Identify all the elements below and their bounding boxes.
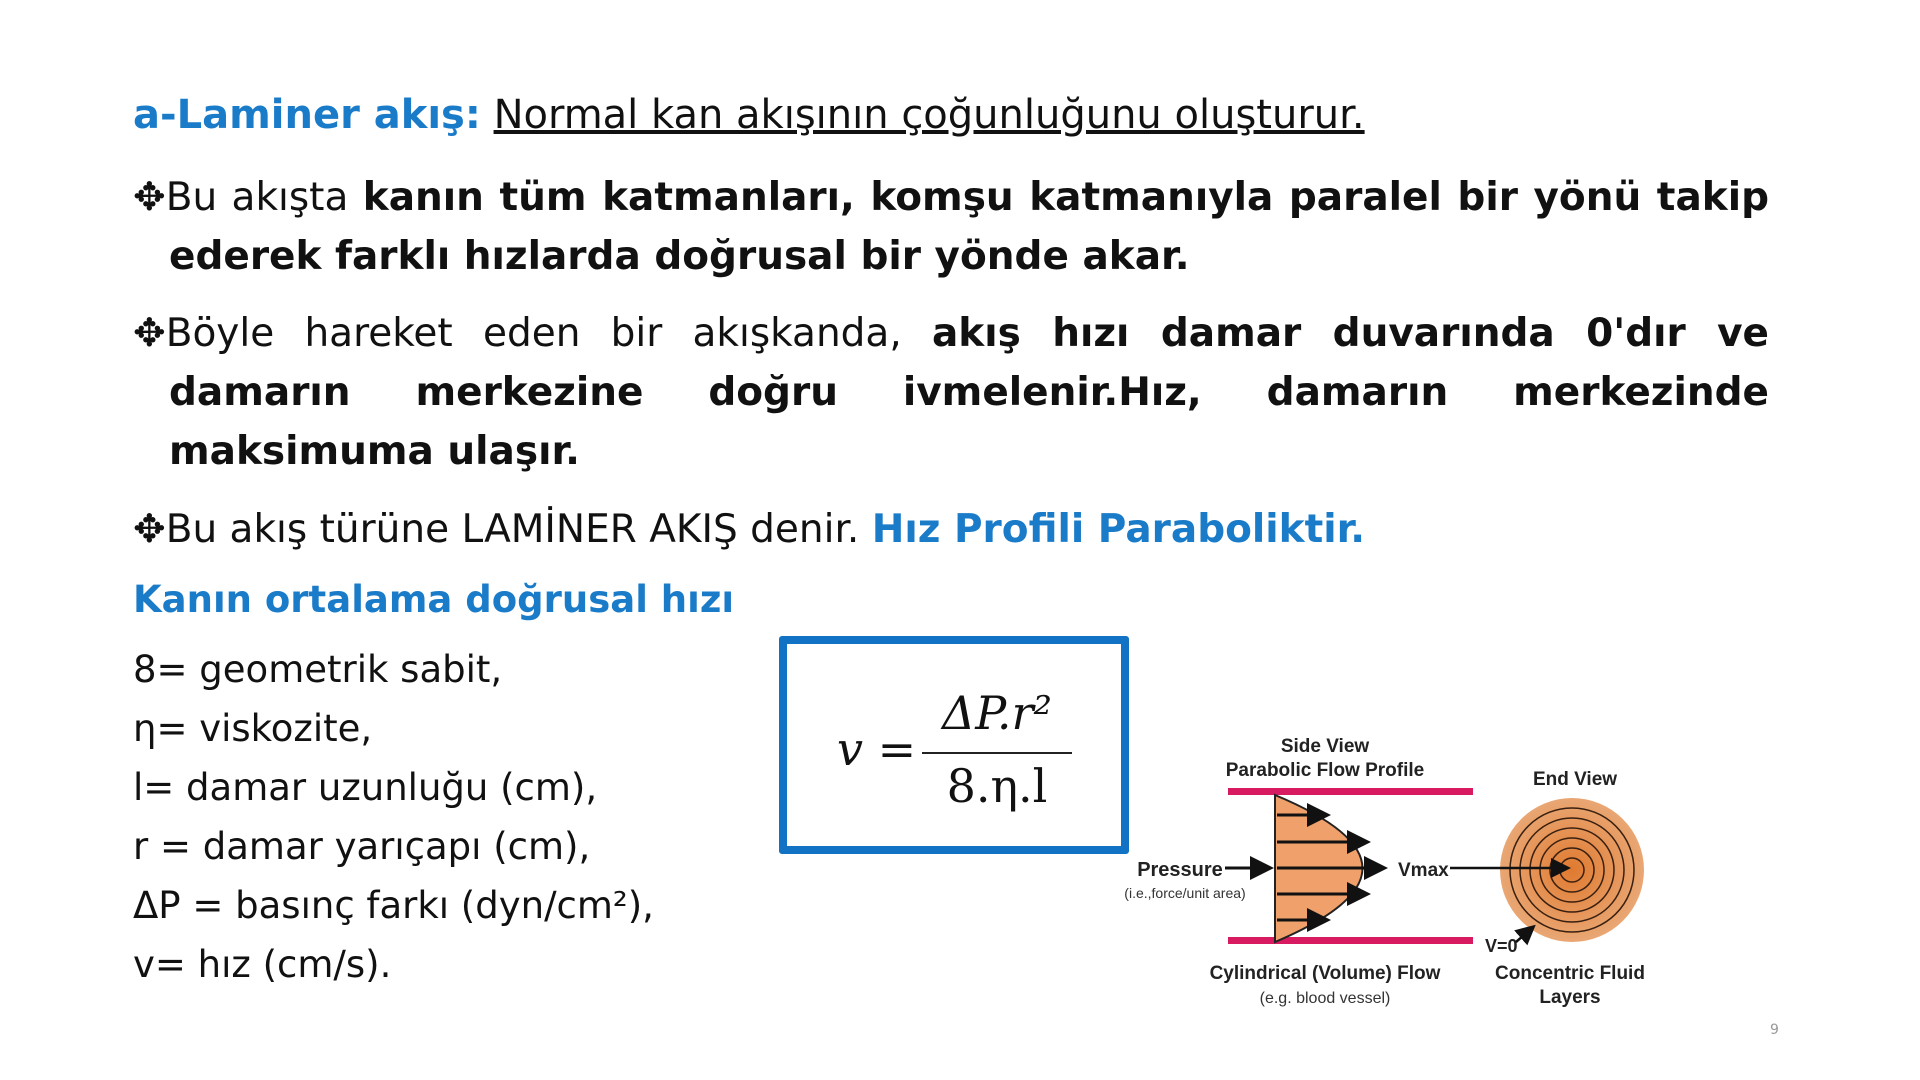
pressure-note: (i.e.,force/unit area)	[1124, 885, 1246, 901]
definition: v= hız (cm/s).	[133, 943, 392, 986]
bullet-blue-text: Hız Profili Paraboliktir.	[871, 507, 1366, 552]
diamond-bullet-icon: ✥	[133, 311, 166, 356]
bullet-text: Böyle hareket eden bir akışkanda,	[165, 311, 932, 356]
bullet-2	[133, 304, 1769, 481]
cylindrical-flow-note: (e.g. blood vessel)	[1259, 990, 1391, 1007]
diamond-bullet-icon: ✥	[133, 175, 166, 220]
v0-label: V=0	[1485, 936, 1518, 956]
concentric-label-2: Layers	[1539, 987, 1601, 1008]
bullet-1	[133, 168, 1769, 286]
page-number: 9	[1770, 1022, 1779, 1038]
title-rest: Normal kan akışının çoğunluğunu oluşturur.	[493, 92, 1365, 138]
cylindrical-flow-label: Cylindrical (Volume) Flow	[1209, 963, 1441, 984]
bullet-3	[133, 500, 1769, 559]
diamond-bullet-icon: ✥	[133, 507, 166, 552]
fraction-bar	[922, 752, 1072, 754]
side-view-label: Side View	[1280, 736, 1370, 757]
end-view-circle	[1500, 798, 1644, 942]
vessel-wall-bottom	[1228, 937, 1473, 944]
bullet-text: Bu akış türüne LAMİNER AKIŞ denir.	[165, 507, 872, 552]
bullet-text: Bu akışta	[165, 175, 363, 220]
vessel-wall-top	[1228, 788, 1473, 795]
definitions-list	[133, 640, 654, 994]
concentric-label-1: Concentric Fluid	[1495, 963, 1645, 984]
v0-arrow	[1516, 928, 1532, 942]
bullet-bold-text: akış hızı damar duvarında 0'dır ve damarın merkezine doğru ivmelenir.Hız, damarın merkezinde maksimuma ulaşır.	[169, 311, 1770, 474]
definition: r = damar yarıçapı (cm),	[133, 825, 591, 868]
laminar-flow-diagram	[1120, 720, 1920, 1040]
bullet-bold-text: kanın tüm katmanları, komşu katmanıyla paralel bir yönü takip ederek farklı hızlarda doğrusal bir yönde akar.	[169, 175, 1769, 279]
slide-title	[133, 92, 1365, 138]
definition: η= viskozite,	[133, 707, 373, 750]
vmax-label: Vmax	[1398, 860, 1449, 881]
formula-denominator: 8.η.l	[946, 759, 1048, 813]
formula-box	[779, 636, 1129, 854]
formula-lhs: v =	[837, 722, 917, 776]
definition: l= damar uzunluğu (cm),	[133, 766, 598, 809]
formula-numerator: ΔP.r²	[942, 686, 1052, 740]
subheading: Kanın ortalama doğrusal hızı	[133, 578, 735, 621]
definition: ΔP = basınç farkı (dyn/cm²),	[133, 884, 654, 927]
definition: 8= geometrik sabit,	[133, 648, 503, 691]
title-lead: a-Laminer akış:	[133, 92, 481, 138]
end-view-label: End View	[1532, 769, 1618, 790]
profile-label: Parabolic Flow Profile	[1225, 760, 1425, 781]
pressure-label: Pressure	[1137, 859, 1223, 881]
